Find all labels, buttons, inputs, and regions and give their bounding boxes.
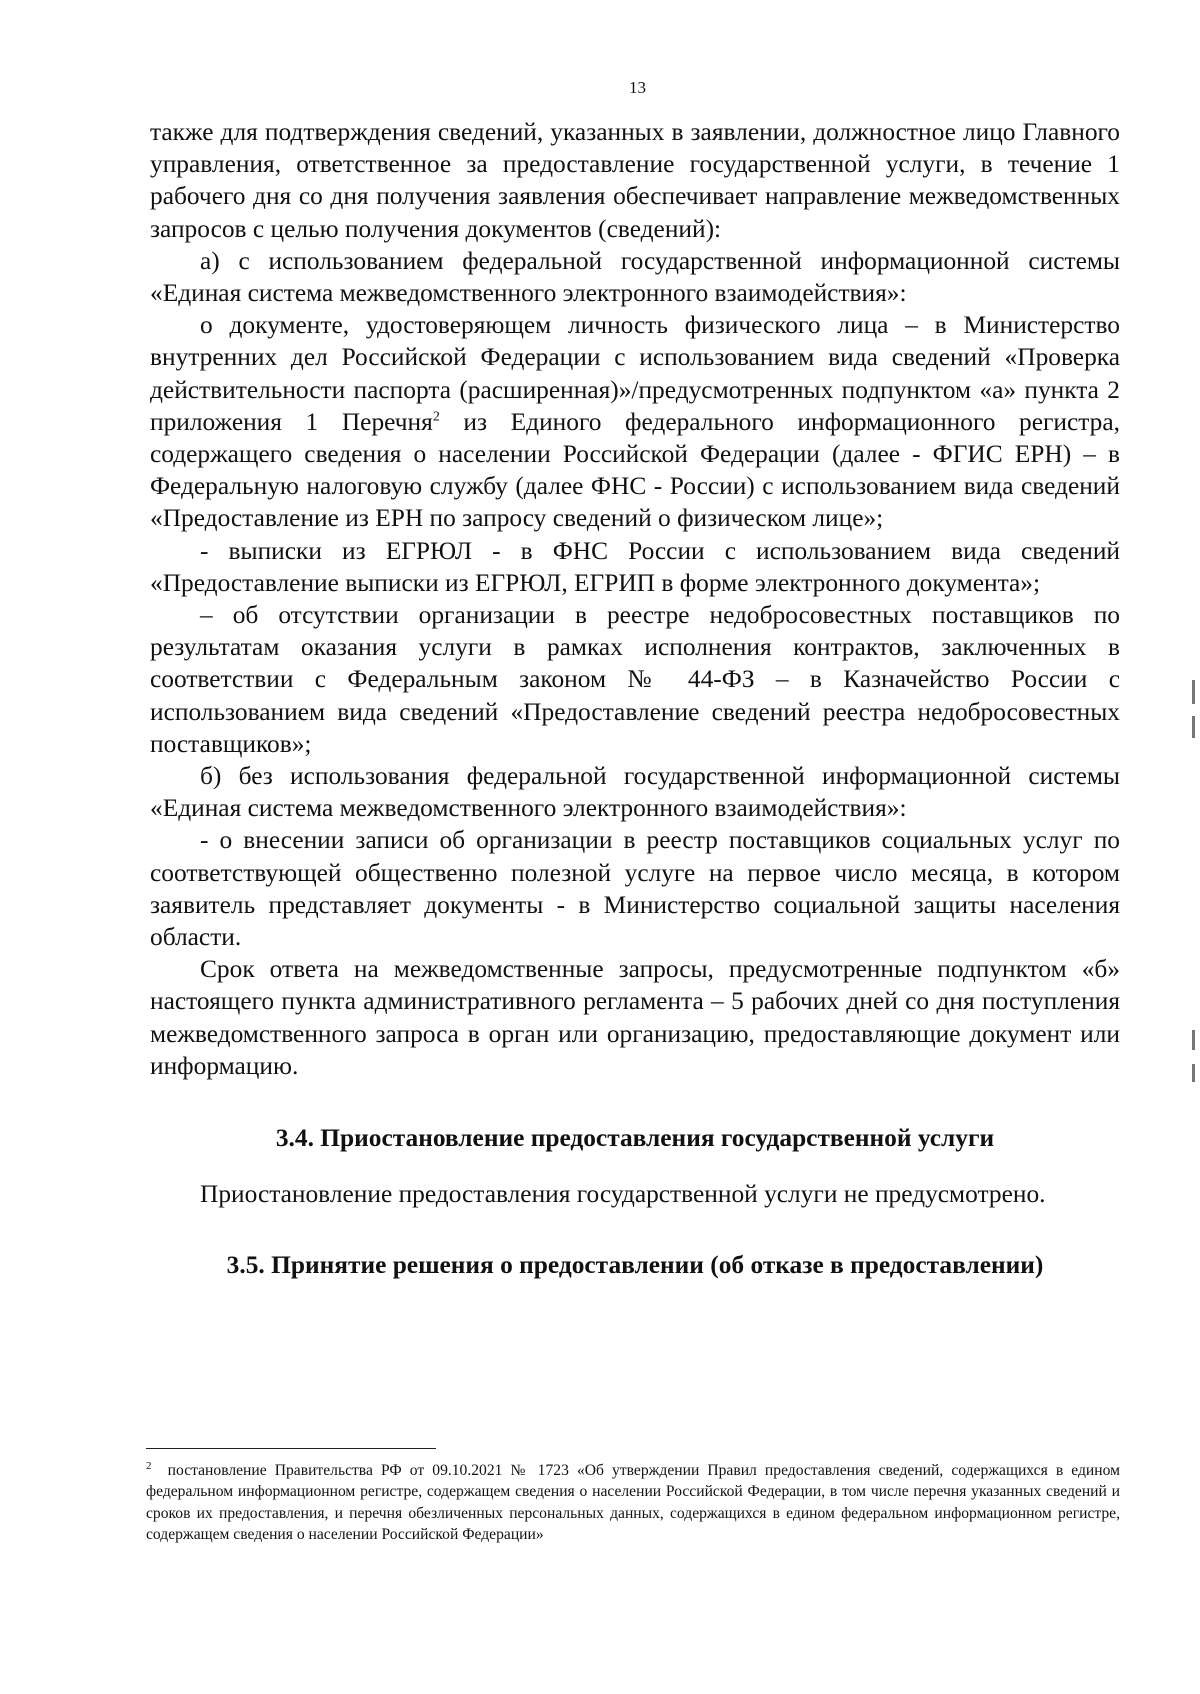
paragraph-identity-document	[150, 309, 1120, 534]
footnote-text: постановление Правительства РФ от 09.10.2021 № 1723 «Об утверждении Правил предоставления сведений, содержащихся в едином федеральном информационном регистре, содержащем сведения о населении Российской Федерации, в том числе перечня указанных сведений и сроков их предоставления, и перечня обезличенных персональных данных, содержащихся в едином федеральном информационном регистре, содержащем сведения о населении Российской Федерации»	[146, 1462, 1120, 1543]
page-number: 13	[629, 78, 646, 97]
section-heading-3-4: 3.4. Приостановление предоставления государственной услуги	[275, 1124, 995, 1153]
scan-margin-mark	[1192, 1064, 1195, 1082]
paragraph-registry-entry: - о внесении записи об организации в реестр поставщиков социальных услуг по соответствующей общественно полезной услуге на первое число месяца, в котором заявитель представляет документы - в Министерство социальной защиты населения области.	[150, 826, 1120, 952]
paragraph-identity-part2: из Единого федерального информационного регистра, содержащего сведения о населении Российской Федерации (далее - ФГИС ЕРН) – в Федеральную налоговую службу (далее ФНС - России) с использованием вида сведений «Предоставление из ЕРН по запросу сведений о физическом лице»;	[150, 407, 1120, 533]
scan-margin-mark	[1192, 1030, 1195, 1050]
footnote	[146, 1460, 1120, 1545]
paragraph-3-4: Приостановление предоставления государственной услуги не предусмотрено.	[200, 1180, 1046, 1209]
footnote-separator	[146, 1448, 436, 1449]
paragraph-identity-part1: о документе, удостоверяющем личность физического лица – в Министерство внутренних дел Российской Федерации с использованием вида сведений «Проверка действительности паспорта (расширенная)»/предусмотренных подпунктом «а» пункта 2 приложения 1 Перечня	[150, 311, 1120, 436]
footnote-number: 2	[146, 1459, 152, 1472]
scan-margin-mark	[1192, 716, 1195, 738]
footnote-reference: 2	[432, 409, 440, 425]
paragraph-egrul: - выписки из ЕГРЮЛ - в ФНС России с использованием вида сведений «Предоставление выписки из ЕГРЮЛ, ЕГРИП в форме электронного документа»;	[150, 536, 1120, 597]
paragraph-unfair-suppliers: – об отсутствии организации в реестре недобросовестных поставщиков по результатам оказания услуги в рамках исполнения контрактов, заключенных в соответствии с Федеральным законом № 44-ФЗ – в Казначейство России с использованием вида сведений «Предоставление сведений реестра недобросовестных поставщиков»;	[150, 601, 1120, 758]
section-heading-3-5: 3.5. Принятие решения о предоставлении (об отказе в предоставлении)	[226, 1250, 1044, 1279]
paragraph-a: а) с использованием федеральной государственной информационной системы «Единая система межведомственного электронного взаимодействия»:	[150, 246, 1120, 308]
paragraph-response-term: Срок ответа на межведомственные запросы, предусмотренные подпунктом «б» настоящего пункта административного регламента – 5 рабочих дней со дня поступления межведомственного запроса в орган или организацию, предоставляющие документ или информацию.	[150, 955, 1120, 1080]
document-body	[150, 116, 1120, 1281]
paragraph-intro: также для подтверждения сведений, указанных в заявлении, должностное лицо Главного управления, ответственное за предоставление государственной услуги, в течение 1 рабочего дня со дня получения заявления обеспечивает направление межведомственных запросов с целью получения документов (сведений):	[150, 118, 1120, 243]
scan-margin-mark	[1192, 680, 1195, 704]
paragraph-b: б) без использования федеральной государственной информационной системы «Единая система межведомственного электронного взаимодействия»:	[150, 762, 1120, 823]
